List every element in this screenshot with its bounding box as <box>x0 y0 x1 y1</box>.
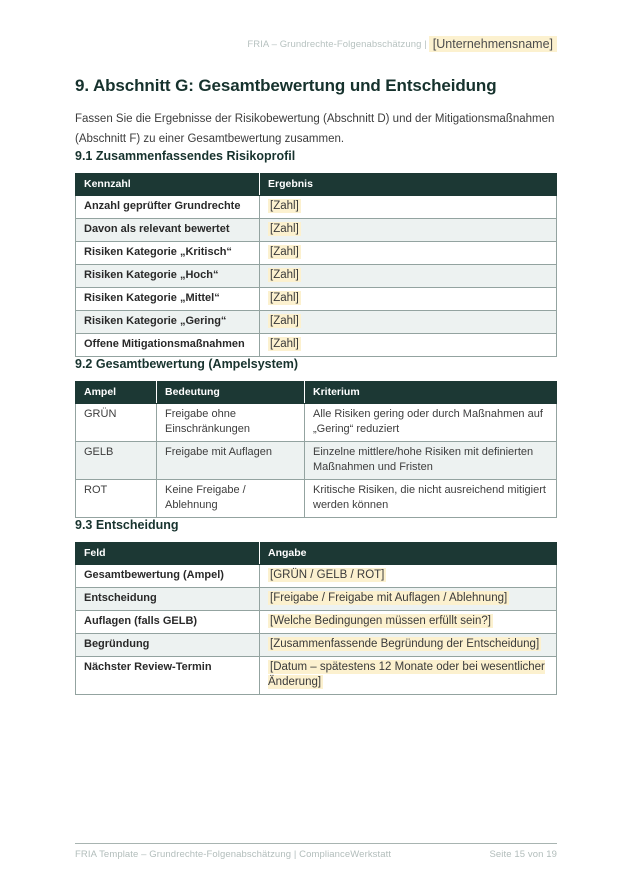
column-header-ergebnis: Ergebnis <box>260 174 557 196</box>
table-row <box>76 657 557 695</box>
section-heading-9-1: 9.1 Zusammenfassendes Risikoprofil <box>75 149 296 163</box>
column-header-angabe: Angabe <box>260 543 557 565</box>
table-row <box>76 288 557 311</box>
risk-profile-table <box>75 173 557 357</box>
value-placeholder-field[interactable]: [Zahl] <box>270 338 299 350</box>
ampel-cell: ROT <box>76 480 157 518</box>
value-placeholder-field[interactable]: [Zahl] <box>270 292 299 304</box>
value-placeholder-field[interactable]: [Zahl] <box>270 223 299 235</box>
table-row <box>76 311 557 334</box>
row-label: Nächster Review-Termin <box>76 657 260 695</box>
table-row <box>76 611 557 634</box>
column-header-feld: Feld <box>76 543 260 565</box>
row-label: Davon als relevant bewertet <box>76 219 260 242</box>
value-placeholder-field[interactable]: [Zahl] <box>270 315 299 327</box>
table-header-row <box>76 174 557 196</box>
row-label: Risiken Kategorie „Gering“ <box>76 311 260 334</box>
row-label: Entscheidung <box>76 588 260 611</box>
value-placeholder-field[interactable]: [Zahl] <box>270 246 299 258</box>
table-row <box>76 404 557 442</box>
row-label: Offene Mitigationsmaßnahmen <box>76 334 260 357</box>
table-row <box>76 588 557 611</box>
decision-table <box>75 542 557 695</box>
table-row <box>76 242 557 265</box>
column-header-bedeutung: Bedeutung <box>157 382 305 404</box>
column-header-ampel: Ampel <box>76 382 157 404</box>
footer-page-number: Seite 15 von 19 <box>489 849 557 860</box>
bedeutung-cell: Freigabe mit Auflagen <box>157 442 305 480</box>
row-label: Auflagen (falls GELB) <box>76 611 260 634</box>
table-row <box>76 480 557 518</box>
value-placeholder-field[interactable]: [Zahl] <box>270 200 299 212</box>
traffic-light-table <box>75 381 557 518</box>
running-footer <box>75 843 557 860</box>
row-label: Risiken Kategorie „Kritisch“ <box>76 242 260 265</box>
value-placeholder-field[interactable]: [Freigabe / Freigabe mit Auflagen / Ablehnung] <box>270 592 508 604</box>
section-heading-9-3: 9.3 Entscheidung <box>75 518 179 532</box>
table-row <box>76 442 557 480</box>
section-heading-9-2: 9.2 Gesamtbewertung (Ampelsystem) <box>75 357 298 371</box>
table-header-row <box>76 543 557 565</box>
page-title: 9. Abschnitt G: Gesamtbewertung und Entscheidung <box>75 76 497 95</box>
row-label: Anzahl geprüfter Grundrechte <box>76 196 260 219</box>
table-row <box>76 334 557 357</box>
bedeutung-cell: Freigabe ohne Einschränkungen <box>157 404 305 442</box>
table-header-row <box>76 382 557 404</box>
company-name-placeholder-field[interactable]: [Unternehmensname] <box>429 36 557 52</box>
row-label: Begründung <box>76 634 260 657</box>
running-header <box>247 36 557 52</box>
table-row <box>76 634 557 657</box>
intro-line-1: Fassen Sie die Ergebnisse der Risikobewertung (Abschnitt D) und der Mitigationsmaßnahmen <box>75 113 555 125</box>
bedeutung-cell: Keine Freigabe / Ablehnung <box>157 480 305 518</box>
ampel-cell: GRÜN <box>76 404 157 442</box>
table-row <box>76 265 557 288</box>
footer-left-text: FRIA Template – Grundrechte-Folgenabschätzung | ComplianceWerkstatt <box>75 849 392 860</box>
value-placeholder-field[interactable]: [Welche Bedingungen müssen erfüllt sein?] <box>270 615 491 627</box>
kriterium-cell: Alle Risiken gering oder durch Maßnahmen auf „Gering“ reduziert <box>305 404 557 442</box>
value-placeholder-field[interactable]: [Zahl] <box>270 269 299 281</box>
value-placeholder-field[interactable]: [Datum – spätestens 12 Monate oder bei wesentlicher Änderung] <box>268 661 545 688</box>
intro-paragraph <box>75 109 557 149</box>
intro-line-2: (Abschnitt F) zu einer Gesamtbewertung zusammen. <box>75 133 345 145</box>
table-row <box>76 565 557 588</box>
value-placeholder-field[interactable]: [Zusammenfassende Begründung der Entscheidung] <box>270 638 540 650</box>
row-label: Risiken Kategorie „Hoch“ <box>76 265 260 288</box>
row-label: Risiken Kategorie „Mittel“ <box>76 288 260 311</box>
ampel-cell: GELB <box>76 442 157 480</box>
column-header-kriterium: Kriterium <box>305 382 557 404</box>
table-row <box>76 219 557 242</box>
value-placeholder-field[interactable]: [GRÜN / GELB / ROT] <box>270 569 385 581</box>
table-row <box>76 196 557 219</box>
kriterium-cell: Kritische Risiken, die nicht ausreichend mitigiert werden können <box>305 480 557 518</box>
column-header-kennzahl: Kennzahl <box>76 174 260 196</box>
doc-title-label: FRIA – Grundrechte-Folgenabschätzung | <box>247 38 427 50</box>
kriterium-cell: Einzelne mittlere/hohe Risiken mit definierten Maßnahmen und Fristen <box>305 442 557 480</box>
row-label: Gesamtbewertung (Ampel) <box>76 565 260 588</box>
